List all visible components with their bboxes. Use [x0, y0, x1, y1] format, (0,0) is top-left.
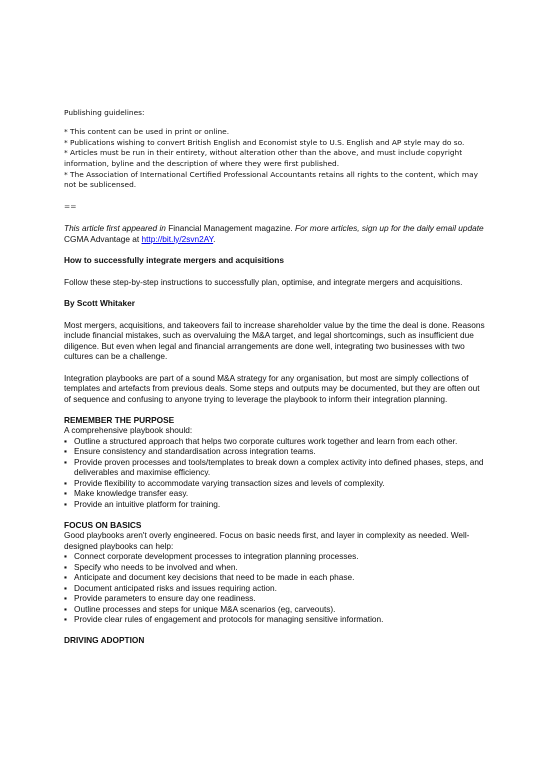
guidelines-title: Publishing guidelines:: [64, 108, 145, 117]
first-appeared-note: [64, 223, 488, 244]
intro-text: This article first appeared in: [64, 223, 169, 234]
section-lead: A comprehensive playbook should:: [64, 425, 193, 436]
article-standfirst: Follow these step-by-step instructions to successfully plan, optimise, and integrate mergers and acquisitions.: [64, 276, 463, 287]
bullet-icon: ▪: [64, 593, 67, 604]
article-byline: By Scott Whitaker: [64, 298, 135, 309]
bullet-icon: ▪: [64, 435, 67, 446]
list-item-text: Provide clear rules of engagement and protocols for managing sensitive information.: [74, 614, 384, 625]
list-item: [64, 446, 488, 457]
guideline-item: * The Association of International Certified Professional Accountants retains all rights to the content, which may not be sublicensed.: [64, 169, 478, 190]
bullet-icon: ▪: [64, 603, 67, 614]
list-item-text: Provide flexibility to accommodate varying transaction sizes and levels of complexity.: [74, 477, 385, 488]
intro-text: .: [213, 233, 216, 244]
article-paragraph: Most mergers, acquisitions, and takeovers fail to increase shareholder value by the time the deal is done. Reasons include financial mistakes, such as overvaluing the M&A target, and legal shortcomings, such as insufficient due diligence. But even when legal and financial arrangements are done well, integrating two businesses with two cultures can be a challenge.: [64, 319, 485, 362]
bullet-icon: ▪: [64, 572, 67, 583]
article-title: How to successfully integrate mergers and acquisitions: [64, 255, 284, 266]
list-item: [64, 488, 488, 499]
signup-link[interactable]: http://bit.ly/2svn2AY: [141, 233, 214, 244]
section-heading: FOCUS ON BASICS: [64, 519, 142, 530]
list-item: [64, 562, 488, 573]
list-item-text: Document anticipated risks and issues requiring action.: [74, 582, 277, 593]
list-item-text: Anticipate and document key decisions that need to be made in each phase.: [74, 572, 355, 583]
list-item-text: Connect corporate development processes to integration planning processes.: [74, 551, 359, 562]
bullet-icon: ▪: [64, 498, 67, 509]
bullet-icon: ▪: [64, 551, 67, 562]
list-item: [64, 499, 488, 510]
bullet-icon: ▪: [64, 477, 67, 488]
bullet-list: [64, 551, 488, 625]
article-paragraph: Integration playbooks are part of a sound M&A strategy for any organisation, but most are simply collections of templates and artefacts from previous deals. Some steps and outputs may be documented, but they are often out of sequence and confusing to anyone trying to leverage the playbook to inform their integration planning.: [64, 372, 480, 404]
list-item-text: Provide an intuitive platform for training.: [74, 498, 221, 509]
section-lead: Good playbooks aren't overly engineered. Focus on basic needs first, and layer in complexity as needed. Well-designed playbooks can help:: [64, 530, 470, 551]
intro-text: For more articles, sign up for the daily email update: [292, 223, 484, 234]
bullet-icon: ▪: [64, 488, 67, 499]
list-item-text: Provide parameters to ensure day one readiness.: [74, 593, 256, 604]
list-item: [64, 457, 488, 478]
bullet-icon: ▪: [64, 456, 67, 467]
guideline-item: * Articles must be run in their entirety, without alteration other than the above, and must include copyright information, byline and the description of where they were first published.: [64, 148, 463, 168]
bullet-icon: ▪: [64, 582, 67, 593]
list-item: [64, 551, 488, 562]
list-item: [64, 572, 488, 583]
intro-text: at: [129, 233, 142, 244]
section-heading: DRIVING ADOPTION: [64, 635, 145, 646]
section-heading: REMEMBER THE PURPOSE: [64, 414, 175, 425]
document-content: [64, 108, 488, 646]
bullet-icon: ▪: [64, 614, 67, 625]
list-item: [64, 478, 488, 489]
guideline-item: * This content can be used in print or online.: [64, 127, 230, 137]
list-item: [64, 436, 488, 447]
bullet-icon: ▪: [64, 446, 67, 457]
list-item-text: Ensure consistency and standardisation across integration teams.: [74, 446, 316, 457]
list-item-text: Outline processes and steps for unique M&A scenarios (eg, carveouts).: [74, 603, 336, 614]
list-item: [64, 583, 488, 594]
bullet-list: [64, 436, 488, 510]
list-item: [64, 604, 488, 615]
guideline-item: * Publications wishing to convert British English and Economist style to U.S. English and AP style may do so.: [64, 137, 465, 147]
list-item: [64, 614, 488, 625]
newsletter-name: CGMA Advantage: [64, 233, 130, 244]
bullet-icon: ▪: [64, 561, 67, 572]
list-item-text: Provide proven processes and tools/templates to break down a complex activity into defined phases, steps, and deliverables and maximise efficiency.: [74, 456, 484, 478]
list-item-text: Make knowledge transfer easy.: [74, 488, 189, 499]
list-item-text: Outline a structured approach that helps two corporate cultures work together and learn from each other.: [74, 435, 458, 446]
publishing-guidelines: [64, 108, 488, 191]
separator: ==: [64, 201, 77, 211]
list-item-text: Specify who needs to be involved and when.: [74, 561, 238, 572]
guidelines-list: [64, 127, 488, 191]
magazine-name: Financial Management magazine.: [168, 223, 293, 234]
list-item: [64, 593, 488, 604]
